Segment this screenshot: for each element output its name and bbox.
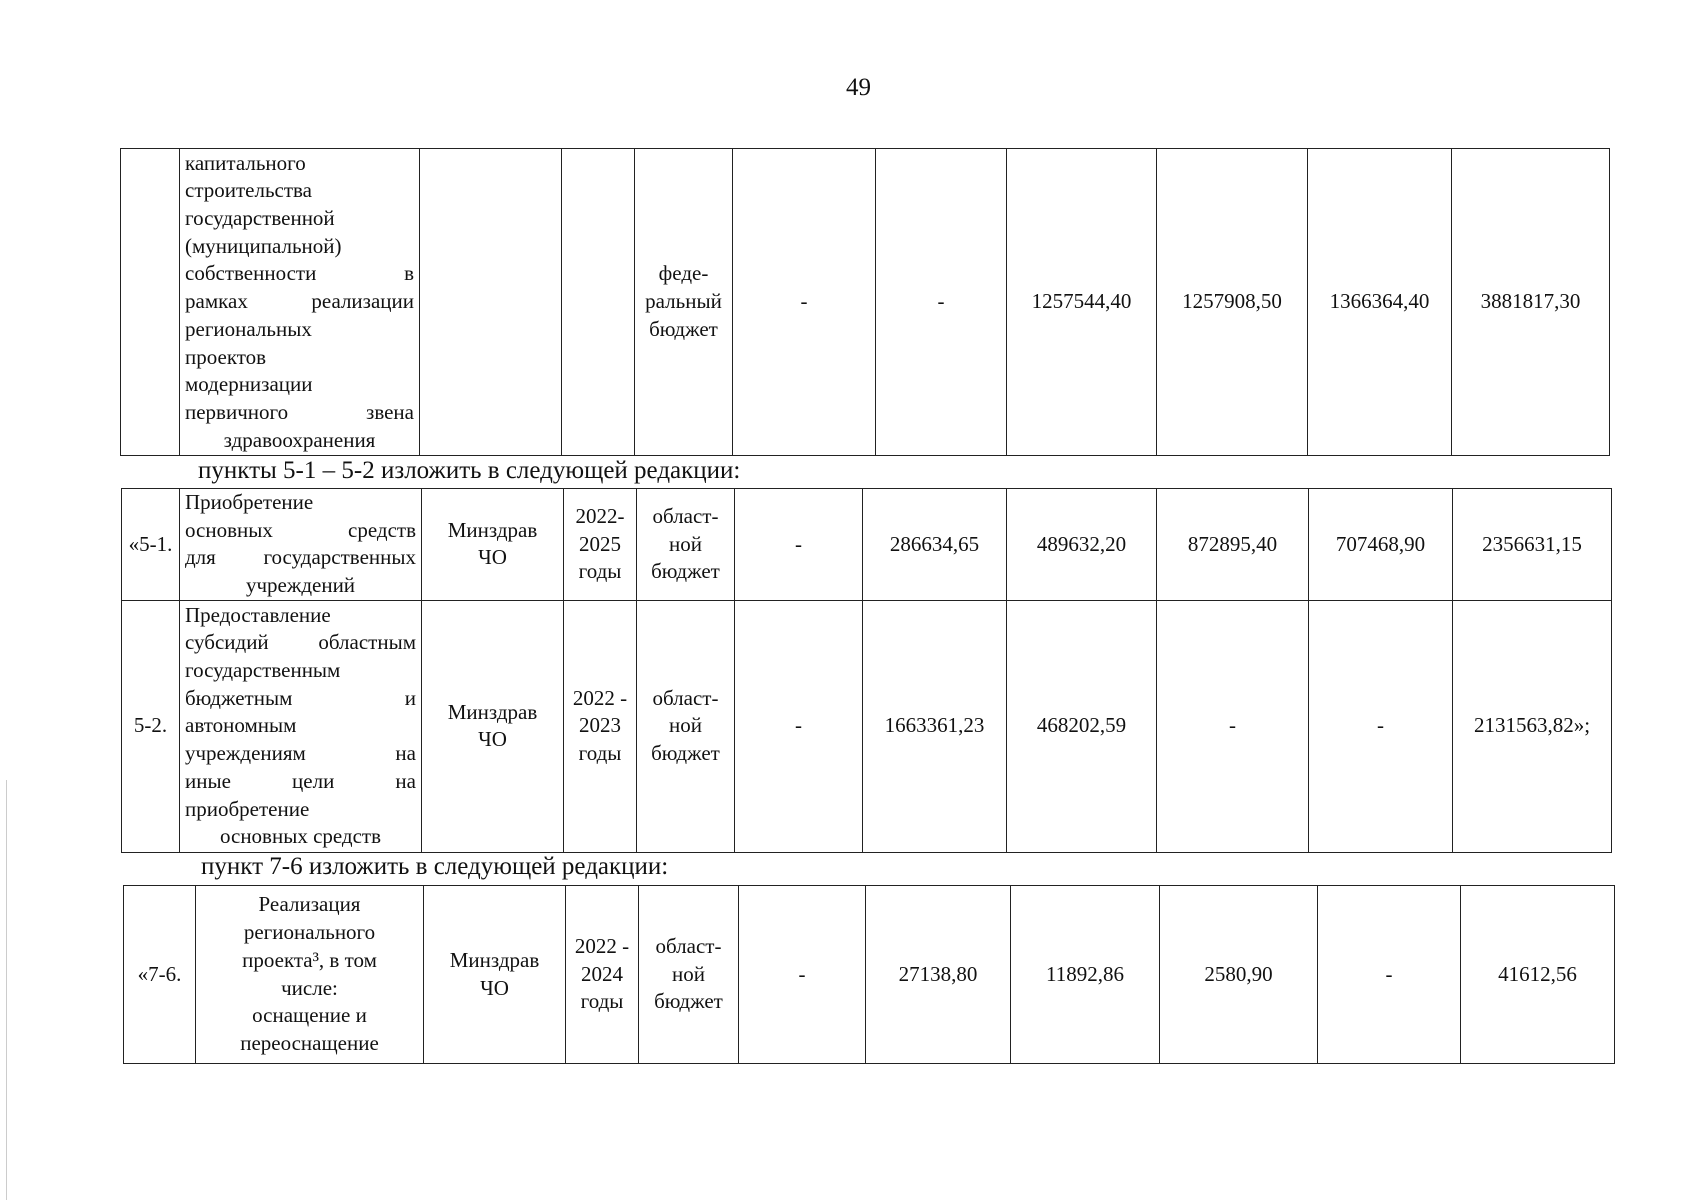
amount-cell: 27138,80 xyxy=(866,886,1011,1064)
description-line: строительства xyxy=(185,178,313,203)
description-line: Приобретение xyxy=(185,490,314,514)
amount-cell: 1257544,40 xyxy=(1007,149,1157,456)
description-line: учреждений xyxy=(245,573,356,598)
description-line: модернизации xyxy=(185,372,313,397)
years-cell xyxy=(562,149,635,456)
amount-cell: 11892,86 xyxy=(1011,886,1160,1064)
table-row xyxy=(121,149,1610,456)
description-line: здравоохранения xyxy=(223,427,376,452)
description-line: иные цели на xyxy=(185,768,416,793)
description-line: переоснащение xyxy=(240,1030,379,1055)
amount-cell: - xyxy=(1318,886,1461,1064)
budget-table-2 xyxy=(121,488,1612,853)
executor-cell xyxy=(420,149,562,456)
budget-table-1 xyxy=(120,148,1610,456)
amount-cell: 489632,20 xyxy=(1007,489,1157,601)
amount-cell: - xyxy=(735,489,863,601)
description-line: автономным xyxy=(185,713,297,738)
amount-cell: - xyxy=(733,149,876,456)
description-line: проектов xyxy=(185,344,267,369)
amount-cell: - xyxy=(735,600,863,852)
amount-cell: 3881817,30 xyxy=(1452,149,1610,456)
description-line: регионального xyxy=(243,920,376,945)
description-line: государственным xyxy=(185,658,341,683)
amount-cell: - xyxy=(739,886,866,1064)
description-line: проекта³, в том xyxy=(242,947,377,972)
row-number: «7-6. xyxy=(124,886,196,1064)
row-description xyxy=(180,149,420,456)
description-line: региональных xyxy=(185,316,312,341)
description-line: капитального xyxy=(185,150,306,175)
years-cell: 2022 - 2024 годы xyxy=(566,886,639,1064)
funding-source-cell: област- ной бюджет xyxy=(639,886,739,1064)
amount-cell: - xyxy=(876,149,1007,456)
amount-cell: 1663361,23 xyxy=(863,600,1007,852)
description-line: для государственных xyxy=(185,545,416,570)
description-line: рамках реализации xyxy=(185,289,414,314)
amount-cell: 2131563,82»; xyxy=(1453,600,1612,852)
description-line: субсидий областным xyxy=(185,630,416,655)
years-cell: 2022 - 2023 годы xyxy=(564,600,637,852)
section-heading-7: пункт 7-6 изложить в следующей редакции: xyxy=(201,853,669,880)
funding-source-cell: област- ной бюджет xyxy=(637,489,735,601)
table-row xyxy=(122,600,1612,852)
amount-cell: 2580,90 xyxy=(1160,886,1318,1064)
description-line: учреждениям на xyxy=(185,741,416,766)
amount-cell: 2356631,15 xyxy=(1453,489,1612,601)
row-description xyxy=(196,886,424,1064)
description-line: числе: xyxy=(281,975,338,1000)
row-description xyxy=(180,600,422,852)
amount-cell: 41612,56 xyxy=(1461,886,1615,1064)
amount-cell: 872895,40 xyxy=(1157,489,1309,601)
section-heading-5: пункты 5-1 – 5-2 изложить в следующей редакции: xyxy=(198,457,741,484)
years-cell: 2022- 2025 годы xyxy=(564,489,637,601)
row-number: «5-1. xyxy=(122,489,180,601)
amount-cell: 1257908,50 xyxy=(1157,149,1308,456)
executor-cell: Минздрав ЧО xyxy=(424,886,566,1064)
description-line: основных средств xyxy=(219,824,382,849)
executor-cell: Минздрав ЧО xyxy=(422,489,564,601)
scan-edge-line xyxy=(6,780,7,1200)
amount-cell: 286634,65 xyxy=(863,489,1007,601)
description-line: Предоставление xyxy=(185,602,331,627)
description-line: приобретение xyxy=(185,796,310,821)
row-number: 5-2. xyxy=(122,600,180,852)
table-row xyxy=(122,489,1612,601)
page-number: 49 xyxy=(846,74,871,101)
description-line: (муниципальной) xyxy=(185,233,342,258)
row-description xyxy=(180,489,422,601)
amount-cell: 707468,90 xyxy=(1309,489,1453,601)
amount-cell: 468202,59 xyxy=(1007,600,1157,852)
budget-table-3 xyxy=(123,885,1615,1064)
description-line: бюджетным и xyxy=(185,685,416,710)
row-number xyxy=(121,149,180,456)
description-line: оснащение и xyxy=(252,1003,367,1028)
amount-cell: - xyxy=(1157,600,1309,852)
description-line: Реализация xyxy=(258,892,361,917)
executor-cell: Минздрав ЧО xyxy=(422,600,564,852)
description-line: первичного звена xyxy=(185,399,414,424)
description-line: государственной xyxy=(185,206,335,231)
description-line: собственности в xyxy=(185,261,414,286)
amount-cell: - xyxy=(1309,600,1453,852)
table-row xyxy=(124,886,1615,1064)
funding-source-cell: област- ной бюджет xyxy=(637,600,735,852)
amount-cell: 1366364,40 xyxy=(1308,149,1452,456)
funding-source-cell: феде- ральный бюджет xyxy=(635,149,733,456)
description-line: основных средств xyxy=(185,517,416,542)
